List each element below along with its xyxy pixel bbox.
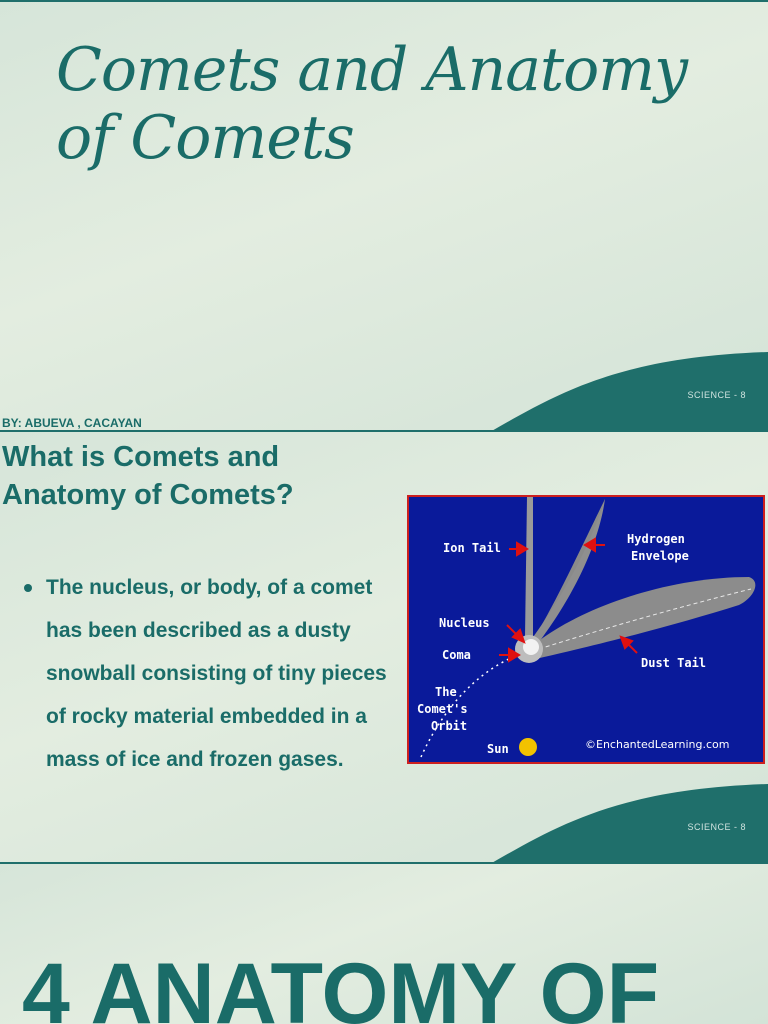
nucleus-shape [523, 639, 539, 655]
slide-title: Comets and Anatomy of Comets [56, 35, 688, 173]
credit-label: ©EnchantedLearning.com [585, 738, 730, 751]
content-slide [0, 432, 768, 864]
course-label: SCIENCE - 8 [687, 822, 746, 832]
orbit-label-1: The [435, 685, 457, 699]
coma-label: Coma [442, 648, 471, 662]
section-slide [0, 864, 768, 1024]
orbit-label-2: Comet's [417, 702, 468, 716]
ion-tail-label: Ion Tail [443, 541, 501, 555]
section-heading: 4 ANATOMY OF [22, 946, 660, 1024]
course-label: SCIENCE - 8 [687, 390, 746, 400]
orbit-label-3: Orbit [431, 719, 468, 733]
sun-icon [519, 738, 537, 756]
footer-wave [0, 784, 768, 864]
bullet-text: The nucleus, or body, of a comet has been described as a dusty snowball consisting of tiny pieces of rocky material embedded in a mass of ice and frozen gases. [46, 576, 387, 771]
top-divider [0, 0, 768, 2]
nucleus-label: Nucleus [439, 616, 490, 630]
slide-heading: What is Comets and Anatomy of Comets? [2, 441, 294, 511]
ion-tail-shape [525, 497, 533, 637]
bullet-icon [24, 584, 32, 592]
sun-label: Sun [487, 742, 509, 756]
title-slide [0, 0, 768, 432]
author-byline: BY: ABUEVA , CACAYAN [2, 416, 142, 430]
hydrogen-label-1: Hydrogen [627, 532, 685, 546]
dust-tail-label: Dust Tail [641, 656, 707, 670]
hydrogen-label-2: Envelope [631, 549, 689, 563]
comet-diagram [407, 495, 765, 764]
